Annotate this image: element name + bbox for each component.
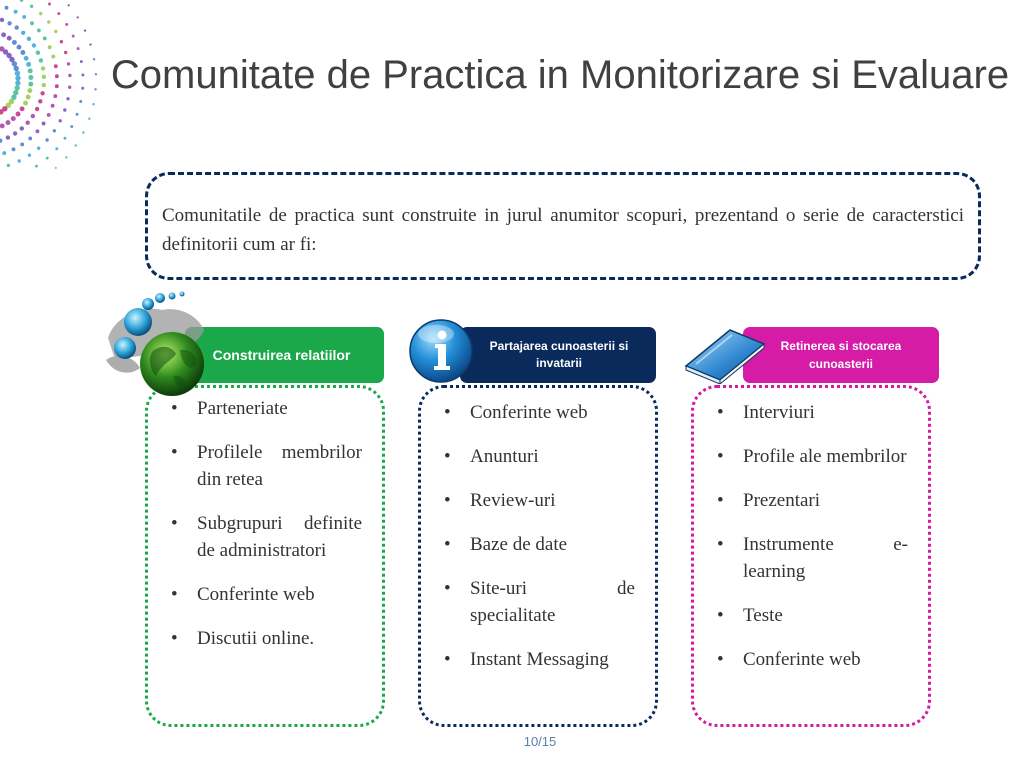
decorative-dot bbox=[35, 129, 39, 133]
column-relations-list bbox=[167, 395, 362, 669]
decorative-dot bbox=[15, 71, 20, 76]
decorative-dot bbox=[28, 154, 31, 157]
decorative-dot bbox=[42, 122, 46, 126]
decorative-dot bbox=[32, 43, 36, 47]
decorative-dot bbox=[22, 15, 26, 19]
decorative-dot bbox=[26, 121, 30, 125]
list-item: • Profile ale membrilor bbox=[713, 443, 908, 470]
decorative-dot bbox=[23, 101, 28, 106]
decorative-dot bbox=[15, 85, 20, 90]
list-item: • Parteneriate bbox=[167, 395, 362, 422]
decorative-dot bbox=[12, 61, 17, 66]
decorative-dot bbox=[11, 116, 16, 121]
decorative-dot bbox=[35, 165, 38, 168]
decorative-dot bbox=[31, 114, 35, 118]
decorative-dot bbox=[20, 126, 24, 130]
decorative-dot bbox=[6, 135, 10, 139]
decorative-dot bbox=[28, 68, 33, 73]
decorative-dot bbox=[94, 88, 96, 90]
decorative-dot bbox=[18, 159, 21, 162]
decorative-dot bbox=[17, 45, 22, 50]
decorative-dot bbox=[67, 62, 70, 65]
decorative-dot bbox=[93, 58, 95, 60]
decorative-dot bbox=[89, 43, 91, 45]
decorative-dot bbox=[15, 25, 19, 29]
decorative-dot bbox=[26, 62, 31, 67]
decorative-dot bbox=[48, 45, 52, 49]
decorative-dot bbox=[81, 87, 84, 90]
list-item: • Instant Messaging bbox=[440, 646, 635, 673]
decorative-dot bbox=[7, 36, 12, 41]
decorative-dot bbox=[20, 106, 25, 111]
decorative-dot bbox=[15, 80, 20, 85]
decorative-dot bbox=[20, 0, 23, 2]
decorative-dot bbox=[51, 55, 55, 59]
decorative-dot bbox=[79, 100, 82, 103]
decorative-dot bbox=[14, 66, 19, 71]
decorative-dot bbox=[38, 99, 42, 103]
decorative-dot bbox=[53, 94, 57, 98]
decorative-dot bbox=[0, 18, 4, 22]
decorative-dot bbox=[81, 73, 84, 76]
list-item: • Baze de date bbox=[440, 531, 635, 558]
decorative-dot bbox=[20, 142, 24, 146]
decorative-dot bbox=[42, 75, 46, 79]
list-item: • Discutii online. bbox=[167, 625, 362, 652]
intro-text: Comunitatile de practica sunt construite in jurul anumitor scopuri, prezentand o serie de caracterstici definitorii cum ar fi: bbox=[162, 205, 964, 255]
list-item: • Conferinte web bbox=[167, 581, 362, 608]
decorative-dot bbox=[68, 4, 70, 6]
decorative-dot bbox=[84, 29, 86, 31]
decorative-dot bbox=[28, 82, 33, 87]
decorative-dot bbox=[30, 21, 34, 25]
column-header-knowledge-retention bbox=[743, 327, 939, 383]
decorative-dot bbox=[43, 36, 47, 40]
decorative-dot bbox=[37, 147, 40, 150]
decorative-dot bbox=[55, 147, 58, 150]
decorative-dot bbox=[27, 88, 32, 93]
decorative-dot bbox=[39, 12, 42, 15]
decorative-dot bbox=[76, 113, 79, 116]
decorative-dot bbox=[57, 12, 60, 15]
intro-text-box bbox=[145, 172, 981, 280]
decorative-dot bbox=[39, 58, 43, 62]
decorative-dot bbox=[54, 64, 58, 68]
column-header-label: Partajarea cunoasterii si invatarii bbox=[489, 339, 629, 370]
decorative-dot bbox=[28, 136, 32, 140]
globe-icon bbox=[100, 290, 215, 400]
decorative-dot bbox=[65, 23, 68, 26]
decorative-dot bbox=[72, 35, 75, 38]
decorative-dot bbox=[5, 6, 9, 10]
decorative-dot bbox=[68, 74, 71, 77]
column-knowledge-sharing-list bbox=[440, 399, 635, 690]
column-header-label: Retinerea si stocarea cunoasterii bbox=[780, 339, 902, 371]
decorative-dot bbox=[59, 119, 62, 122]
decorative-dot bbox=[13, 131, 17, 135]
decorative-dot bbox=[37, 28, 41, 32]
page-number: 10/15 bbox=[523, 734, 557, 749]
decorative-dot bbox=[47, 113, 51, 117]
decorative-dot bbox=[64, 51, 67, 54]
decorative-dot bbox=[7, 164, 10, 167]
decorative-dot bbox=[53, 129, 56, 132]
decorative-dot bbox=[20, 50, 25, 55]
decorative-dot bbox=[41, 66, 45, 70]
decorative-dot bbox=[77, 47, 80, 50]
decorative-dot bbox=[70, 125, 73, 128]
list-item: • Instrumente e-learning bbox=[713, 531, 908, 585]
info-icon bbox=[408, 318, 474, 384]
list-item: • Anunturi bbox=[440, 443, 635, 470]
column-header-label: Construirea relatiilor bbox=[212, 347, 351, 363]
decorative-dot bbox=[95, 73, 97, 75]
decorative-dot bbox=[26, 95, 31, 100]
decorative-dot bbox=[63, 108, 66, 111]
decorative-dot bbox=[82, 131, 84, 133]
decorative-dot bbox=[65, 156, 67, 158]
list-item: • Site-uri de specialitate bbox=[440, 575, 635, 629]
decorative-dot bbox=[36, 51, 40, 55]
decorative-dot bbox=[0, 123, 5, 128]
decorative-dot bbox=[92, 103, 94, 105]
decorative-dot bbox=[35, 107, 39, 111]
column-header-knowledge-sharing bbox=[460, 327, 656, 383]
decorative-dot bbox=[15, 75, 20, 80]
decorative-dot bbox=[24, 56, 29, 61]
decorative-dot bbox=[64, 137, 67, 140]
list-item: • Profilele membrilor din retea bbox=[167, 439, 362, 493]
decorative-dot bbox=[54, 30, 57, 33]
decorative-dot bbox=[55, 167, 57, 169]
decorative-dot bbox=[0, 139, 2, 143]
page-title: Comunitate de Practica in Monitorizare si Evaluare bbox=[110, 53, 1010, 97]
list-item: • Conferinte web bbox=[440, 399, 635, 426]
decorative-dot bbox=[2, 151, 6, 155]
decorative-dot bbox=[1, 32, 6, 37]
list-item: • Interviuri bbox=[713, 399, 908, 426]
decorative-dot bbox=[42, 83, 46, 87]
decorative-dot bbox=[40, 91, 44, 95]
column-knowledge-retention-list bbox=[713, 399, 908, 690]
decorative-dot bbox=[55, 74, 59, 78]
decorative-dot bbox=[75, 144, 77, 146]
decorative-dot bbox=[27, 37, 31, 41]
list-item: • Subgrupuri definite de administratori bbox=[167, 510, 362, 564]
list-item: • Teste bbox=[713, 602, 908, 629]
decorative-dot bbox=[28, 75, 33, 80]
decorative-dot bbox=[46, 157, 49, 160]
decorative-dot bbox=[30, 5, 33, 8]
decorative-dot bbox=[80, 60, 83, 63]
decorative-dot bbox=[6, 120, 11, 125]
decorative-dot bbox=[12, 147, 16, 151]
list-item: • Prezentari bbox=[713, 487, 908, 514]
decorative-dot bbox=[45, 138, 48, 141]
decorative-dot bbox=[21, 31, 25, 35]
list-item: • Conferinte web bbox=[713, 646, 908, 673]
decorative-dots-graphic bbox=[0, 0, 110, 170]
decorative-dot bbox=[48, 3, 51, 6]
decorative-dot bbox=[55, 84, 59, 88]
decorative-dot bbox=[12, 40, 17, 45]
decorative-dot bbox=[68, 86, 71, 89]
decorative-dot bbox=[16, 112, 21, 117]
decorative-dot bbox=[47, 20, 50, 23]
list-item: • Review-uri bbox=[440, 487, 635, 514]
decorative-dot bbox=[77, 16, 79, 18]
decorative-dot bbox=[51, 104, 55, 108]
decorative-dot bbox=[88, 118, 90, 120]
decorative-dot bbox=[66, 97, 69, 100]
decorative-dot bbox=[60, 40, 63, 43]
book-icon bbox=[682, 326, 768, 384]
decorative-dot bbox=[7, 21, 11, 25]
decorative-dot bbox=[14, 10, 18, 14]
